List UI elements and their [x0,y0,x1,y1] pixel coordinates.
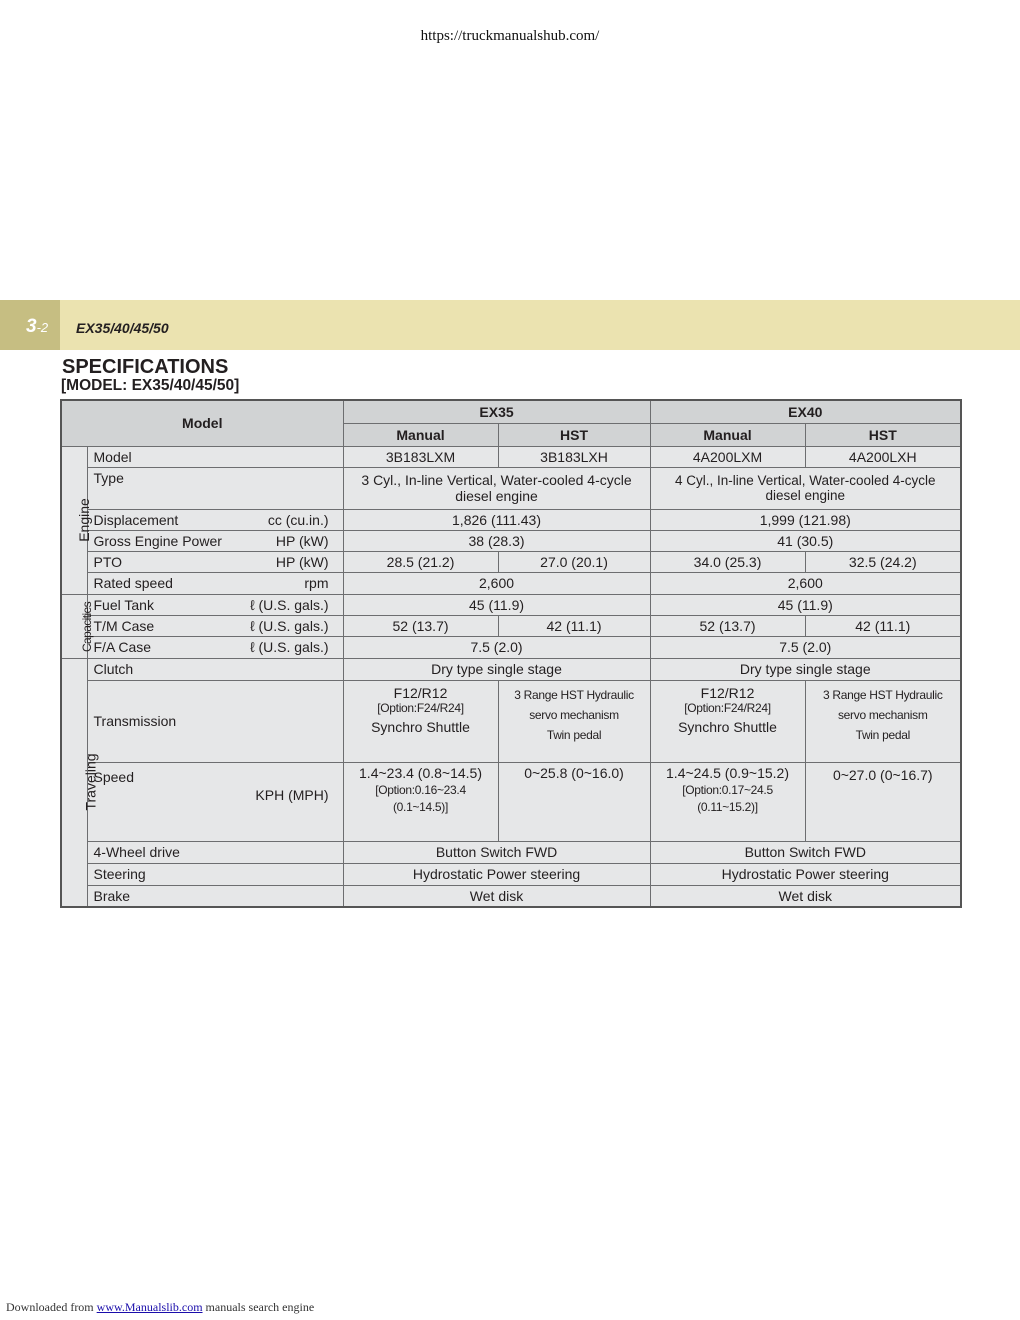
trans-ex35-manual-line2: [Option:F24/R24] [377,700,464,715]
trans-ex40-hst-line3: Twin pedal [855,727,910,742]
trans-ex35-hst-line3: Twin pedal [546,727,602,742]
row-label-tm-case [87,615,343,636]
trans-ex35-manual-line3: Synchro Shuttle [371,718,470,735]
cell-transmission-ex35-hst [498,680,650,762]
source-url: https://truckmanualshub.com/ [420,28,600,44]
cell-model-ex40-hst: 4A200LXH [805,446,961,467]
row-label-four-wd: 4-Wheel drive [87,841,343,863]
type-ex35-line2: diesel engine [455,488,538,504]
cell-pto-ex40-manual: 34.0 (25.3) [650,551,805,572]
table-row [61,885,961,907]
page-title: SPECIFICATIONS [62,356,229,378]
row-label-clutch: Clutch [87,658,343,680]
cell-four-wd-ex35: Button Switch FWD [343,841,650,863]
footer-suffix: manuals search engine [202,1300,315,1314]
pto-unit: HP (kW) [275,553,329,570]
trans-ex35-hst-line2: servo mechanism [529,707,619,722]
cell-four-wd-ex40: Button Switch FWD [650,841,961,863]
row-label-transmission: Transmission [87,680,343,762]
speed-ex40-manual-line1: 1.4~24.5 (0.9~15.2) [666,764,790,781]
speed-ex40-manual-line3: (0.11~15.2)] [697,799,758,814]
fuel-tank-label: Fuel Tank [93,596,154,613]
cell-speed-ex35-hst: 0~25.8 (0~16.0) [498,762,650,841]
displacement-label: Displacement [93,511,179,528]
rated-speed-label: Rated speed [93,575,173,591]
type-ex40-line2: diesel engine [765,488,846,503]
section-capacities [61,594,95,658]
speed-label: Speed [93,768,134,785]
cell-tm-case-ex40-manual: 52 (13.7) [650,615,805,636]
speed-ex35-manual-line2: [Option:0.16~23.4 [375,782,466,797]
table-row [61,680,961,762]
cell-fa-case-ex35: 7.5 (2.0) [343,636,650,658]
fuel-tank-unit: ℓ (U.S. gals.) [250,596,329,613]
cell-model-ex35-manual: 3B183LXM [343,446,498,467]
group-ex35: EX35 [343,400,650,423]
displacement-unit: cc (cu.in.) [267,511,329,528]
cell-model-ex35-hst: 3B183LXH [498,446,650,467]
cell-tm-case-ex40-hst: 42 (11.1) [805,615,961,636]
rated-speed-unit: rpm [304,575,329,591]
type-ex35-line1: 3 Cyl., In-line Vertical, Water-cooled 4-cycle [361,472,632,488]
table-row [61,446,961,467]
group-ex40: EX40 [650,400,961,423]
table-row [61,530,961,551]
section-traveling [61,658,99,907]
subcol-ex40-manual: Manual [650,423,805,446]
row-label-gross-power [87,530,343,551]
trans-ex40-manual-line1: F12/R12 [700,684,755,701]
cell-transmission-ex40-hst [805,680,961,762]
table-row [61,594,961,615]
tm-case-unit: ℓ (U.S. gals.) [250,617,329,634]
page-number [26,316,48,338]
row-label-model: Model [87,446,343,467]
cell-rated-speed-ex35: 2,600 [343,572,650,594]
section-engine [61,446,92,594]
speed-ex35-manual-line3: (0.1~14.5)] [392,799,449,814]
cell-fuel-tank-ex40: 45 (11.9) [650,594,961,615]
gross-power-label: Gross Engine Power [93,532,222,549]
cell-gross-power-ex40: 41 (30.5) [650,530,961,551]
row-label-speed [87,762,343,841]
cell-transmission-ex35-manual [343,680,498,762]
row-label-displacement [87,509,343,530]
model-header: Model [61,400,343,446]
section-capacities-label: Capacities [80,601,95,653]
page-main: 3 [26,316,37,337]
subcol-ex35-manual: Manual [343,423,498,446]
subcol-ex40-hst: HST [805,423,961,446]
trans-ex40-manual-line3: Synchro Shuttle [678,718,777,735]
cell-rated-speed-ex40: 2,600 [650,572,961,594]
specifications-table [60,399,962,908]
pto-label: PTO [93,553,123,570]
trans-ex40-hst-line1: 3 Range HST Hydraulic [822,687,943,702]
fa-case-unit: ℓ (U.S. gals.) [250,639,329,655]
table-row [61,467,961,509]
trans-ex40-manual-line2: [Option:F24/R24] [684,700,771,715]
cell-steering-ex35: Hydrostatic Power steering [343,863,650,885]
type-ex40-line1: 4 Cyl., In-line Vertical, Water-cooled 4-cycle [674,473,936,488]
cell-clutch-ex35: Dry type single stage [343,658,650,680]
cell-clutch-ex40: Dry type single stage [650,658,961,680]
section-engine-label: Engine [75,498,92,542]
table-row [61,863,961,885]
page-subtitle: [MODEL: EX35/40/45/50] [61,377,240,394]
section-traveling-label: Traveling [82,753,99,811]
table-row [61,841,961,863]
cell-brake-ex35: Wet disk [343,885,650,907]
table-row [61,572,961,594]
speed-ex40-manual-line2: [Option:0.17~24.5 [682,782,773,797]
manualslib-link[interactable]: www.Manualslib.com [96,1300,203,1314]
table-row [61,509,961,530]
cell-transmission-ex40-manual [650,680,805,762]
table-header-row [61,400,961,423]
trans-ex35-hst-line1: 3 Range HST Hydraulic [514,687,634,702]
chapter-title: EX35/40/45/50 [76,320,169,336]
cell-speed-ex35-manual [343,762,498,841]
fa-case-label: F/A Case [93,639,152,655]
cell-brake-ex40: Wet disk [650,885,961,907]
cell-displacement-ex35: 1,826 (111.43) [343,509,650,530]
cell-gross-power-ex35: 38 (28.3) [343,530,650,551]
cell-model-ex40-manual: 4A200LXM [650,446,805,467]
row-label-pto [87,551,343,572]
table-row [61,658,961,680]
cell-displacement-ex40: 1,999 (121.98) [650,509,961,530]
row-label-rated-speed [87,572,343,594]
row-label-fuel-tank [87,594,343,615]
download-footer [6,1300,314,1315]
cell-type-ex40 [650,467,961,509]
row-label-steering: Steering [87,863,343,885]
table-row [61,615,961,636]
row-label-fa-case [87,636,343,658]
speed-unit: KPH (MPH) [255,786,329,803]
cell-steering-ex40: Hydrostatic Power steering [650,863,961,885]
cell-pto-ex35-hst: 27.0 (20.1) [498,551,650,572]
row-label-brake: Brake [87,885,343,907]
cell-speed-ex40-manual [650,762,805,841]
subcol-ex35-hst: HST [498,423,650,446]
cell-fuel-tank-ex35: 45 (11.9) [343,594,650,615]
trans-ex40-hst-line2: servo mechanism [837,707,928,722]
cell-speed-ex40-hst: 0~27.0 (0~16.7) [805,762,961,841]
cell-fa-case-ex40: 7.5 (2.0) [650,636,961,658]
speed-ex35-manual-line1: 1.4~23.4 (0.8~14.5) [359,764,483,781]
cell-type-ex35 [343,467,650,509]
cell-pto-ex35-manual: 28.5 (21.2) [343,551,498,572]
cell-tm-case-ex35-hst: 42 (11.1) [498,615,650,636]
row-label-type: Type [87,467,343,509]
cell-pto-ex40-hst: 32.5 (24.2) [805,551,961,572]
cell-tm-case-ex35-manual: 52 (13.7) [343,615,498,636]
table-row [61,636,961,658]
trans-ex35-manual-line1: F12/R12 [393,684,448,701]
page-sub: -2 [36,320,49,335]
table-row [61,762,961,841]
gross-power-unit: HP (kW) [275,532,329,549]
table-row [61,551,961,572]
tm-case-label: T/M Case [93,617,155,634]
footer-prefix: Downloaded from [6,1300,97,1314]
